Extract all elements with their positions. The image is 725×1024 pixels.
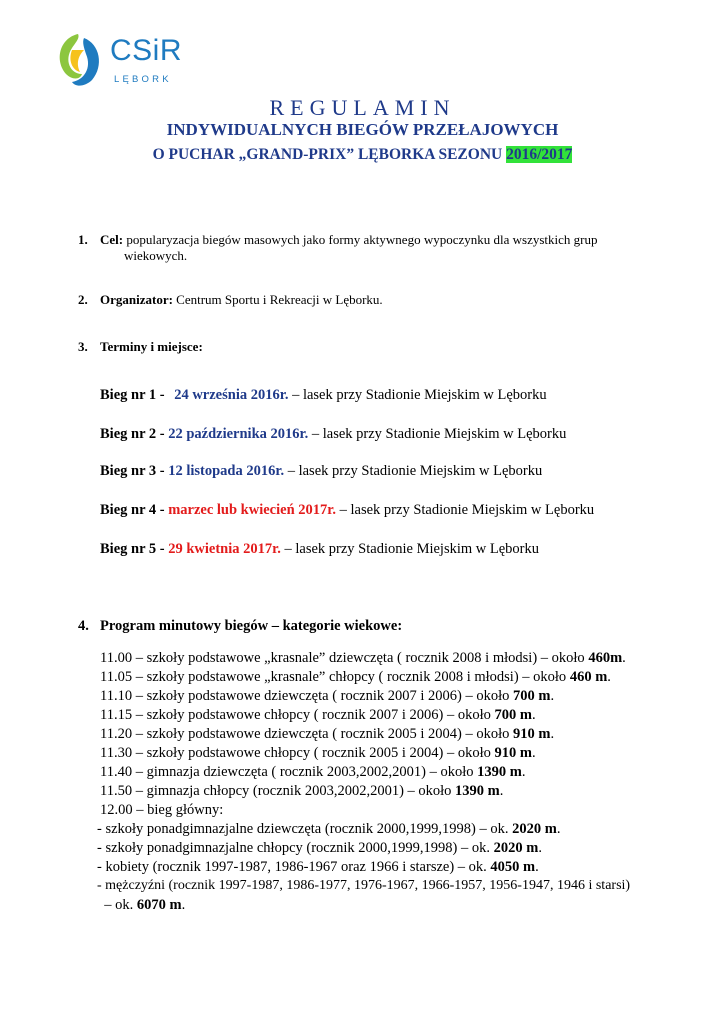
race-label: Bieg nr 2 - xyxy=(100,426,169,442)
program-text: 11.15 – szkoły podstawowe chłopcy ( rocznik 2007 i 2006) – około xyxy=(100,707,495,723)
program-text: 11.10 – szkoły podstawowe dziewczęta ( rocznik 2007 i 2006) – około xyxy=(100,688,514,704)
program-distance: 700 m xyxy=(494,707,532,723)
race-place: – lasek przy Stadionie Miejskim w Lęborku xyxy=(336,502,595,518)
section-label: Organizator: xyxy=(100,292,173,307)
section-text: popularyzacja biegów masowych jako formy aktywnego wypoczynku dla wszystkich grup xyxy=(123,232,598,247)
program-distance: 1390 m xyxy=(477,764,522,780)
main-race-text: - szkoły ponadgimnazjalne dziewczęta (rocznik 2000,1999,1998) – ok. xyxy=(97,821,513,837)
program-tail: . xyxy=(532,707,536,723)
section-program xyxy=(78,618,402,635)
main-race-text: - szkoły ponadgimnazjalne chłopcy (rocznik 2000,1999,1998) – ok. xyxy=(97,840,494,856)
race-label: Bieg nr 3 - xyxy=(100,463,169,479)
subtitle-text: O PUCHAR „GRAND-PRIX” LĘBORKA SEZONU xyxy=(152,146,507,163)
main-race-tail: . xyxy=(535,859,539,875)
section-number: 4. xyxy=(78,618,89,634)
section-goal xyxy=(78,232,597,248)
race-1 xyxy=(100,387,547,404)
main-race-text: - mężczyźni (rocznik 1997-1987, 1986-1977, 1976-1967, 1966-1957, 1956-1947, 1946 i starsi) xyxy=(97,878,631,893)
main-race-distance: 6070 m xyxy=(136,897,182,913)
main-race-line xyxy=(97,897,185,914)
program-text: 11.05 – szkoły podstawowe „krasnale” chłopcy ( rocznik 2008 i młodsi) – około xyxy=(100,669,570,685)
program-distance: 700 m xyxy=(513,688,551,704)
program-line xyxy=(100,783,503,800)
program-tail: . xyxy=(550,688,555,704)
main-race-line xyxy=(97,859,539,876)
section-number: 1. xyxy=(78,232,88,247)
program-tail: . xyxy=(521,764,526,780)
race-date: 29 kwietnia 2017r. xyxy=(168,541,281,557)
program-distance: 460 m xyxy=(569,669,608,685)
program-tail: . xyxy=(607,669,611,685)
race-date: 22 października 2016r. xyxy=(168,426,309,442)
main-race-tail: . xyxy=(556,821,561,837)
race-date: marzec lub kwiecień 2017r. xyxy=(168,502,337,518)
page-title: REGULAMIN xyxy=(269,95,456,120)
program-distance: 1390 m xyxy=(455,783,500,799)
section-label: Program minutowy biegów – kategorie wiekowe: xyxy=(100,618,403,634)
main-race-distance: 2020 m xyxy=(493,840,539,856)
race-label: Bieg nr 4 - xyxy=(100,502,169,518)
main-race-line xyxy=(97,821,560,838)
page-subtitle-season xyxy=(0,146,725,164)
logo-name: CSiR xyxy=(110,34,183,67)
race-5 xyxy=(100,541,539,558)
race-date: 24 września 2016r. xyxy=(174,387,289,403)
race-place: – lasek przy Stadionie Miejskim w Lęborku xyxy=(284,463,543,479)
main-race-tail: . xyxy=(181,897,186,913)
program-tail: . xyxy=(532,745,536,761)
program-line xyxy=(100,764,526,781)
race-place: – lasek przy Stadionie Miejskim w Lęborku xyxy=(288,387,547,403)
program-line xyxy=(100,745,536,762)
program-distance: 460m xyxy=(588,650,623,666)
section-text: Centrum Sportu i Rekreacji w Lęborku. xyxy=(172,292,383,307)
section-organizer xyxy=(78,292,383,308)
program-text: 11.30 – szkoły podstawowe chłopcy ( rocznik 2005 i 2004) – około xyxy=(100,745,495,761)
race-place: – lasek przy Stadionie Miejskim w Lęborku xyxy=(280,541,539,557)
section-number: 2. xyxy=(78,292,88,307)
program-line xyxy=(100,650,626,667)
csir-swirl-icon xyxy=(50,30,108,90)
race-2 xyxy=(100,426,566,443)
program-line xyxy=(100,726,554,743)
section-dates xyxy=(78,339,203,355)
logo-subtitle: LĘBORK xyxy=(114,74,172,85)
section-number: 3. xyxy=(78,339,88,354)
page-subtitle: INDYWIDUALNYCH BIEGÓW PRZEŁAJOWYCH xyxy=(166,120,559,139)
race-label: Bieg nr 1 - xyxy=(100,387,169,403)
program-line xyxy=(100,688,554,705)
program-line xyxy=(100,707,536,724)
race-3 xyxy=(100,463,542,480)
program-text: 11.00 – szkoły podstawowe „krasnale” dziewczęta ( rocznik 2008 i młodsi) – około xyxy=(100,650,589,666)
program-tail: . xyxy=(499,783,504,799)
main-race-distance: 2020 m xyxy=(512,821,557,837)
race-date: 12 listopada 2016r. xyxy=(168,463,285,479)
program-text: 11.20 – szkoły podstawowe dziewczęta ( rocznik 2005 i 2004) – około xyxy=(100,726,514,742)
program-distance: 910 m xyxy=(513,726,551,742)
main-race-line xyxy=(97,840,542,857)
race-place: – lasek przy Stadionie Miejskim w Lęborku xyxy=(308,426,567,442)
program-text: 11.40 – gimnazja dziewczęta ( rocznik 2003,2002,2001) – około xyxy=(100,764,478,780)
csir-logo xyxy=(50,30,190,92)
program-tail: . xyxy=(550,726,555,742)
main-race-text: – ok. xyxy=(97,897,137,913)
program-tail: . xyxy=(622,650,626,666)
race-label: Bieg nr 5 - xyxy=(100,541,169,557)
program-text: 12.00 – bieg główny: xyxy=(100,802,224,818)
main-race-line xyxy=(97,878,630,894)
program-distance: 910 m xyxy=(494,745,532,761)
section-label: Cel: xyxy=(100,232,124,247)
main-race-distance: 4050 m xyxy=(490,859,536,875)
section-goal-continuation: wiekowych. xyxy=(124,248,188,263)
season-highlight: 2016/2017 xyxy=(506,146,573,163)
main-race-tail: . xyxy=(538,840,542,856)
section-label: Terminy i miejsce: xyxy=(100,339,203,354)
program-line xyxy=(100,802,223,819)
main-race-text: - kobiety (rocznik 1997-1987, 1986-1967 oraz 1966 i starsze) – ok. xyxy=(97,859,491,875)
race-4 xyxy=(100,502,594,519)
program-line xyxy=(100,669,611,686)
program-text: 11.50 – gimnazja chłopcy (rocznik 2003,2002,2001) – około xyxy=(100,783,456,799)
